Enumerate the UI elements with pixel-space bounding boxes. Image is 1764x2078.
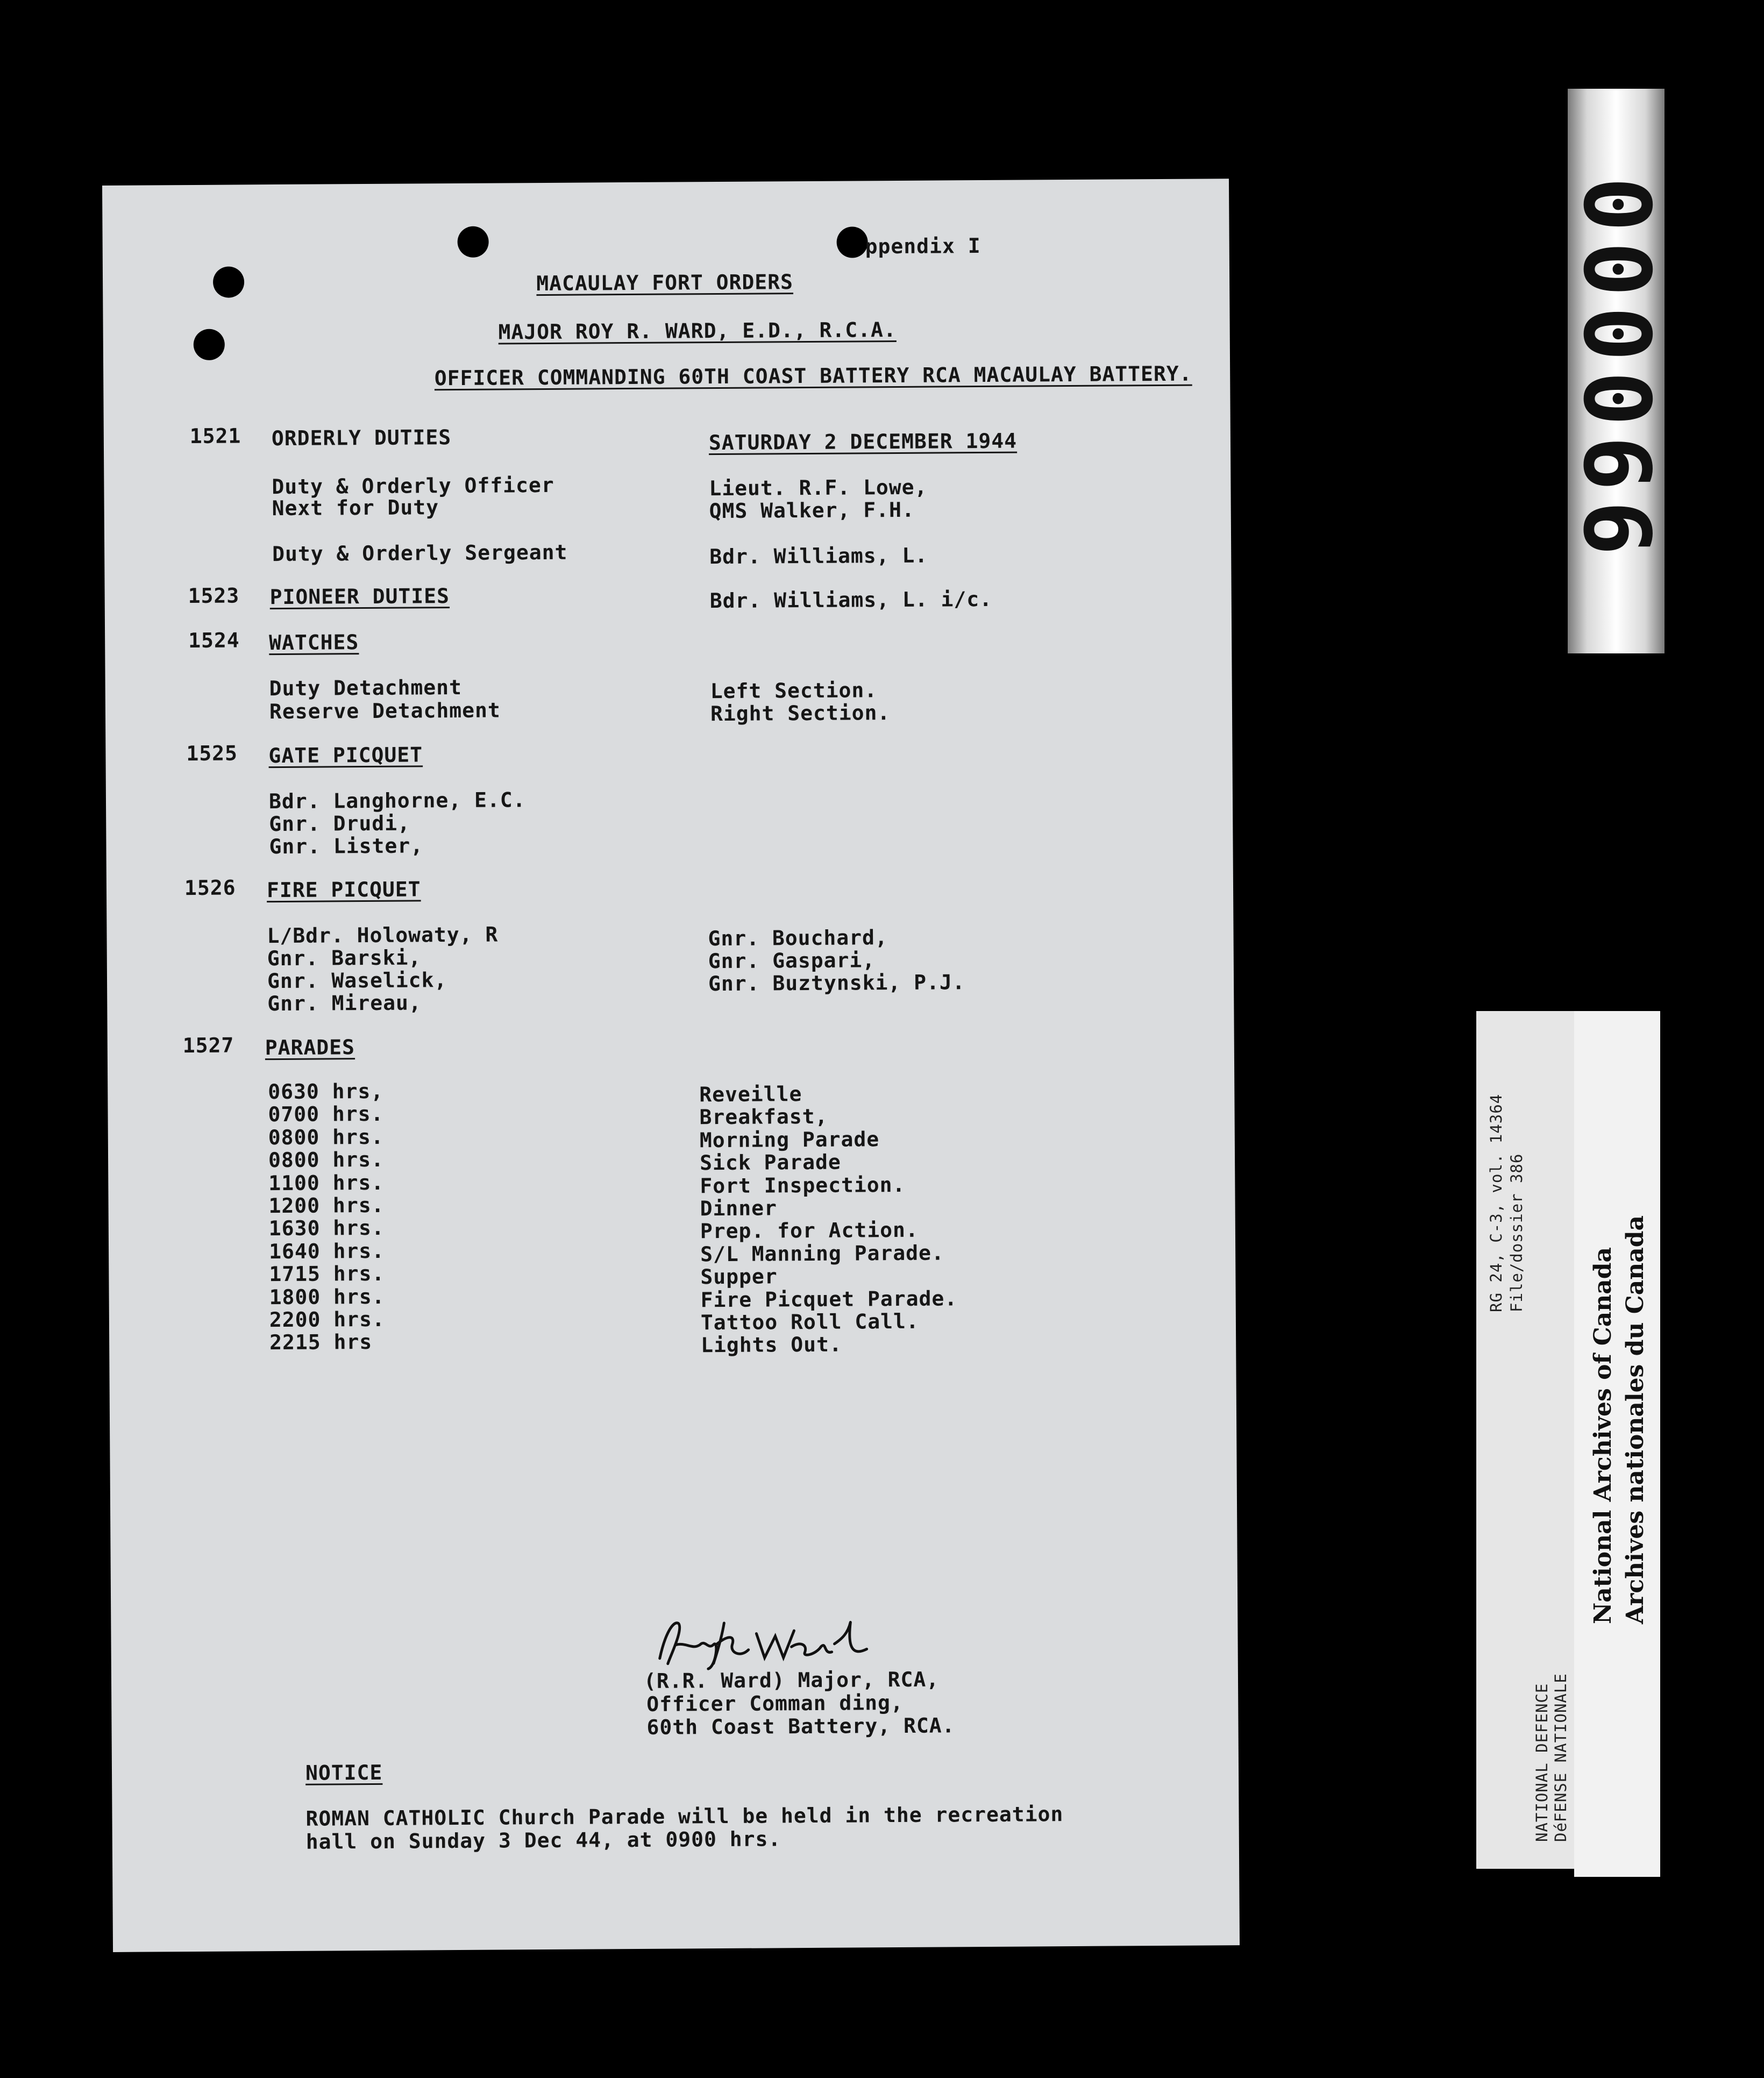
parade-time: 1800 hrs. bbox=[269, 1284, 385, 1309]
parade-event: Supper bbox=[700, 1264, 778, 1289]
picquet-name: Bdr. Langhorne, E.C. bbox=[268, 788, 526, 814]
parade-event: S/L Manning Parade. bbox=[700, 1241, 944, 1266]
parade-time: 0800 hrs. bbox=[268, 1148, 385, 1172]
duty-detachment-label: Duty Detachment bbox=[269, 675, 463, 701]
parade-event: Fort Inspection. bbox=[700, 1172, 906, 1198]
punch-hole bbox=[457, 226, 488, 258]
order-document bbox=[102, 179, 1240, 1952]
next-duty-value: QMS Walker, F.H. bbox=[709, 497, 915, 523]
department-name: NATIONAL DEFENCE bbox=[1533, 1683, 1551, 1842]
order-date: SATURDAY 2 DECEMBER 1944 bbox=[708, 429, 1018, 455]
parade-time: 0800 hrs. bbox=[268, 1125, 384, 1149]
order-number: 1526 bbox=[184, 876, 236, 900]
appendix-label: ppendix I bbox=[865, 234, 981, 259]
signature-line: Officer Comman ding, bbox=[646, 1690, 904, 1716]
archive-ref: File/dossier 386 bbox=[1507, 1153, 1526, 1312]
picquet-name: Gnr. Bouchard, bbox=[708, 926, 888, 951]
reserve-detachment-value: Right Section. bbox=[710, 701, 891, 726]
unit-line: OFFICER COMMANDING 60TH COAST BATTERY RCA MACAULAY BATTERY. bbox=[434, 361, 1192, 390]
punch-hole bbox=[194, 329, 225, 360]
parade-time: 2200 hrs. bbox=[269, 1307, 385, 1332]
archive-reference-label bbox=[1476, 1011, 1574, 1869]
signature-line: (R.R. Ward) Major, RCA, bbox=[643, 1667, 940, 1693]
picquet-name: Gnr. Buztynski, P.J. bbox=[708, 970, 965, 996]
section-heading: ORDERLY DUTIES bbox=[271, 425, 452, 451]
order-number: 1524 bbox=[188, 628, 240, 653]
section-heading: GATE PICQUET bbox=[268, 743, 423, 768]
signature-line: 60th Coast Battery, RCA. bbox=[646, 1713, 955, 1739]
parade-event: Fire Picquet Parade. bbox=[700, 1286, 958, 1312]
parade-event: Tattoo Roll Call. bbox=[700, 1309, 920, 1335]
parade-time: 0630 hrs, bbox=[268, 1079, 384, 1104]
parade-time: 1630 hrs. bbox=[268, 1216, 385, 1241]
notice-line: hall on Sunday 3 Dec 44, at 0900 hrs. bbox=[305, 1827, 781, 1854]
parade-time: 2215 hrs bbox=[269, 1330, 373, 1355]
parade-event: Reveille bbox=[699, 1082, 802, 1107]
reel-number: 000066 bbox=[1563, 176, 1669, 566]
duty-detachment-value: Left Section. bbox=[710, 678, 878, 703]
parade-event: Morning Parade bbox=[699, 1127, 880, 1152]
department-name: DéFENSE NATIONALE bbox=[1552, 1673, 1570, 1842]
archive-ref: RG 24, C-3, vol. 14364 bbox=[1487, 1093, 1505, 1312]
duty-value: Lieut. R.F. Lowe, bbox=[709, 475, 928, 501]
punch-hole bbox=[836, 226, 867, 258]
handwritten-signature bbox=[654, 1611, 880, 1672]
order-number: 1523 bbox=[188, 583, 240, 608]
section-heading: FIRE PICQUET bbox=[266, 877, 421, 902]
picquet-name: L/Bdr. Holowaty, R bbox=[267, 922, 499, 948]
reel-number-strip bbox=[1563, 89, 1669, 653]
parade-time: 1715 hrs. bbox=[269, 1262, 385, 1286]
next-duty-label: Next for Duty bbox=[272, 495, 439, 521]
punch-hole bbox=[213, 266, 244, 297]
document-title: MACAULAY FORT ORDERS bbox=[536, 270, 794, 296]
sergeant-label: Duty & Orderly Sergeant bbox=[272, 540, 568, 566]
section-heading: WATCHES bbox=[269, 630, 359, 655]
parade-event: Dinner bbox=[700, 1196, 778, 1221]
archives-name: Archives nationales du Canada bbox=[1621, 1215, 1649, 1624]
picquet-name: Gnr. Drudi, bbox=[269, 811, 411, 836]
duty-label: Duty & Orderly Officer bbox=[272, 473, 554, 499]
section-heading: PIONEER DUTIES bbox=[269, 584, 450, 609]
parade-schedule bbox=[102, 179, 1229, 186]
parade-time: 1640 hrs. bbox=[268, 1239, 385, 1263]
reserve-detachment-label: Reserve Detachment bbox=[269, 698, 501, 724]
pioneer-value: Bdr. Williams, L. i/c. bbox=[709, 587, 993, 613]
picquet-name: Gnr. Waselick, bbox=[267, 968, 447, 993]
national-archives-label bbox=[1574, 1011, 1660, 1877]
parade-time: 1200 hrs. bbox=[268, 1193, 385, 1218]
section-heading: PARADES bbox=[265, 1035, 355, 1060]
picquet-name: Gnr. Mireau, bbox=[267, 991, 422, 1016]
archives-name: National Archives of Canada bbox=[1589, 1247, 1617, 1624]
commander-line: MAJOR ROY R. WARD, E.D., R.C.A. bbox=[498, 317, 897, 344]
parade-event: Prep. for Action. bbox=[700, 1218, 919, 1243]
notice-heading: NOTICE bbox=[305, 1760, 383, 1785]
notice-line: ROMAN CATHOLIC Church Parade will be held in the recreation bbox=[305, 1802, 1064, 1831]
order-number: 1527 bbox=[182, 1033, 234, 1058]
parade-event: Sick Parade bbox=[699, 1150, 841, 1175]
parade-event: Lights Out. bbox=[701, 1333, 842, 1357]
parade-event: Breakfast, bbox=[699, 1105, 828, 1129]
parade-time: 1100 hrs. bbox=[268, 1170, 385, 1195]
parade-time: 0700 hrs. bbox=[268, 1102, 384, 1127]
order-number: 1525 bbox=[186, 741, 238, 766]
picquet-name: Gnr. Barski, bbox=[267, 945, 422, 971]
order-number: 1521 bbox=[189, 424, 241, 449]
picquet-name: Gnr. Lister, bbox=[269, 834, 424, 859]
picquet-name: Gnr. Gaspari, bbox=[708, 948, 876, 973]
sergeant-value: Bdr. Williams, L. bbox=[709, 543, 928, 569]
